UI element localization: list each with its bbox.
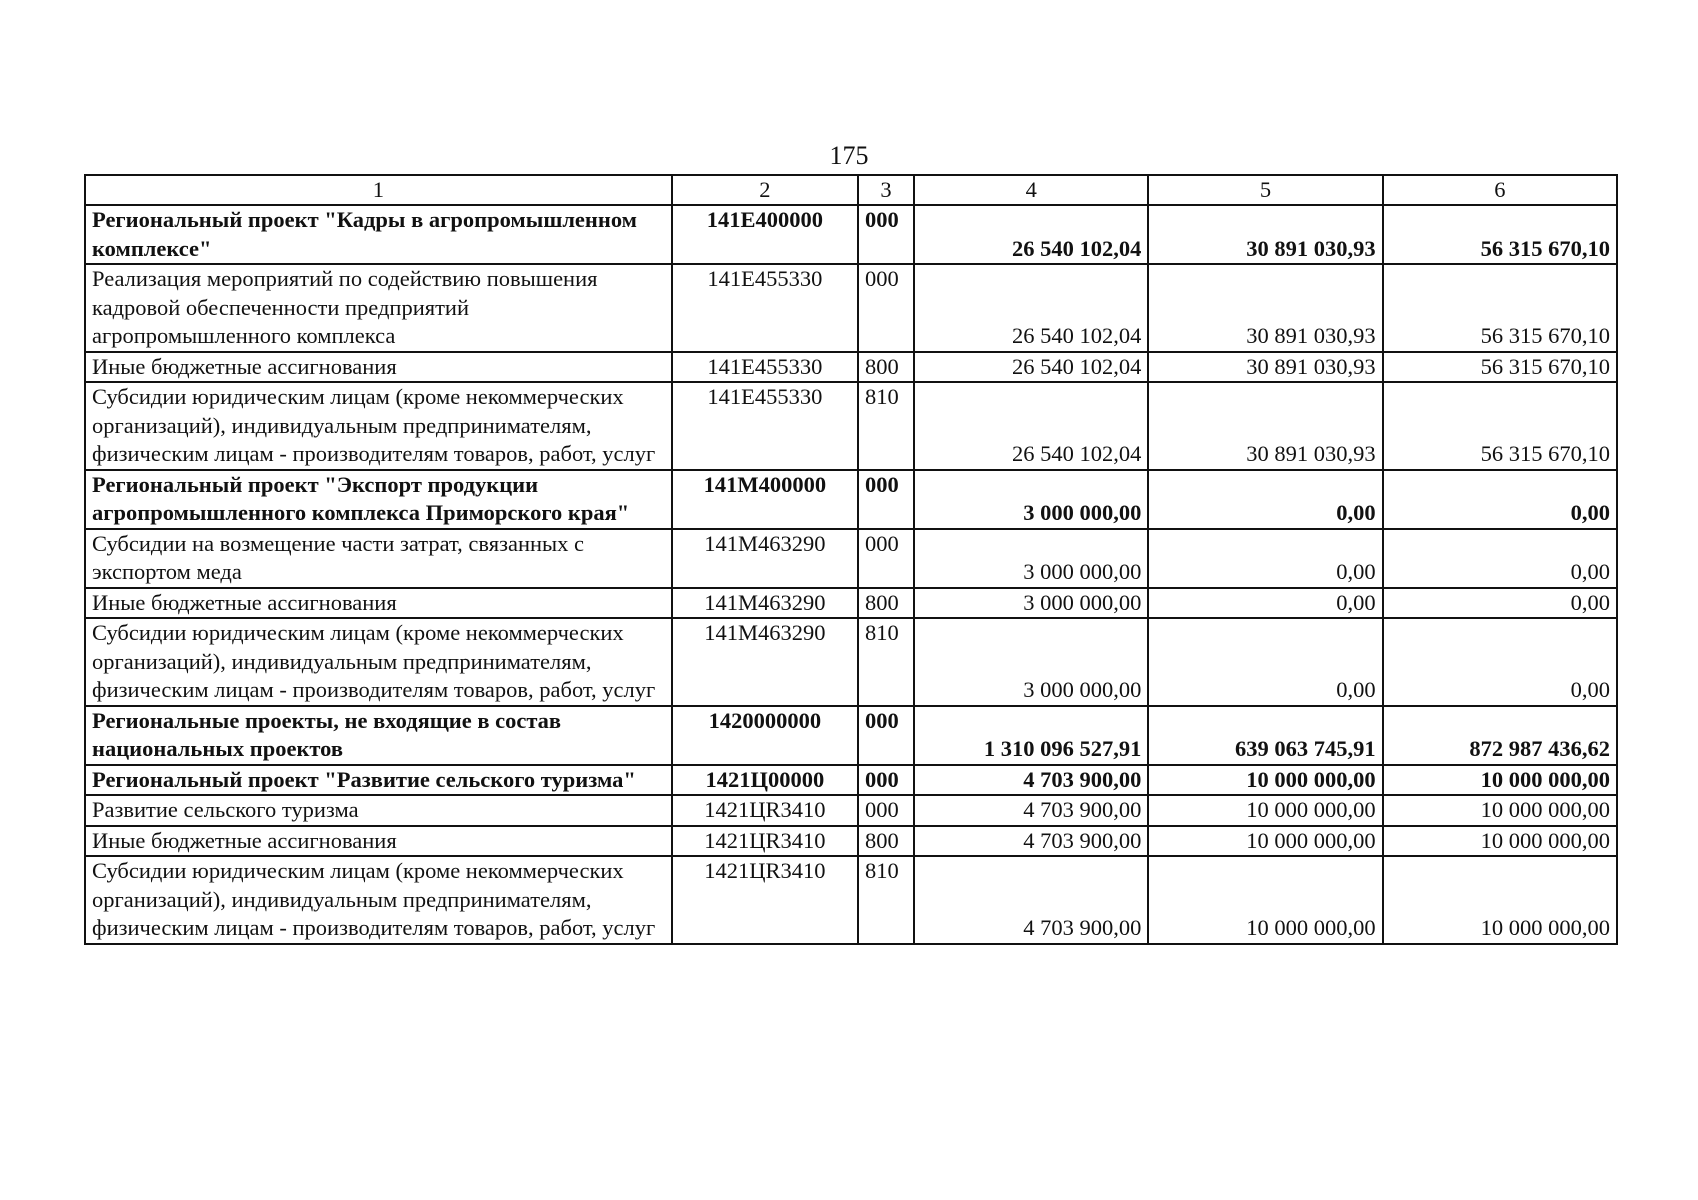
row-col5-amount: 10 000 000,00 — [1148, 795, 1382, 826]
row-kvr-cell: 000 — [858, 264, 914, 352]
row-col4-amount: 4 703 900,00 — [914, 795, 1148, 826]
column-header: 3 — [858, 175, 914, 205]
row-col5-amount: 10 000 000,00 — [1148, 856, 1382, 944]
row-code-cell: 141Е455330 — [672, 352, 858, 383]
row-col4-amount: 4 703 900,00 — [914, 765, 1148, 796]
row-col5-amount: 30 891 030,93 — [1148, 205, 1382, 264]
column-header: 2 — [672, 175, 858, 205]
row-code-cell: 141Е455330 — [672, 382, 858, 470]
row-name-cell: Субсидии на возмещение части затрат, связанных с экспортом меда — [85, 529, 672, 588]
column-header: 4 — [914, 175, 1148, 205]
table-row — [85, 795, 1617, 826]
row-col6-amount: 56 315 670,10 — [1383, 264, 1617, 352]
row-col6-amount: 0,00 — [1383, 470, 1617, 529]
row-code-cell: 1421ЦR3410 — [672, 795, 858, 826]
row-col6-amount: 10 000 000,00 — [1383, 856, 1617, 944]
row-code-cell: 1421ЦR3410 — [672, 826, 858, 857]
row-name-cell: Иные бюджетные ассигнования — [85, 352, 672, 383]
row-code-cell: 141М463290 — [672, 618, 858, 706]
table-row — [85, 765, 1617, 796]
row-kvr-cell: 000 — [858, 765, 914, 796]
row-kvr-cell: 000 — [858, 205, 914, 264]
row-name-cell: Региональный проект "Развитие сельского туризма" — [85, 765, 672, 796]
row-name-cell: Субсидии юридическим лицам (кроме некоммерческих организаций), индивидуальным предпринимателям, физическим лицам - производителям товаров, работ, услуг — [85, 382, 672, 470]
column-header: 5 — [1148, 175, 1382, 205]
row-col4-amount: 4 703 900,00 — [914, 856, 1148, 944]
row-col4-amount: 26 540 102,04 — [914, 205, 1148, 264]
column-header: 1 — [85, 175, 672, 205]
row-col4-amount: 26 540 102,04 — [914, 352, 1148, 383]
row-name-cell: Региональный проект "Экспорт продукции агропромышленного комплекса Приморского края" — [85, 470, 672, 529]
row-col5-amount: 30 891 030,93 — [1148, 352, 1382, 383]
row-kvr-cell: 810 — [858, 856, 914, 944]
row-col6-amount: 0,00 — [1383, 529, 1617, 588]
row-kvr-cell: 000 — [858, 529, 914, 588]
row-col6-amount: 56 315 670,10 — [1383, 382, 1617, 470]
row-col4-amount: 3 000 000,00 — [914, 470, 1148, 529]
table-row — [85, 264, 1617, 352]
row-col4-amount: 26 540 102,04 — [914, 264, 1148, 352]
row-col4-amount: 1 310 096 527,91 — [914, 706, 1148, 765]
row-kvr-cell: 000 — [858, 706, 914, 765]
row-name-cell: Региональный проект "Кадры в агропромышленном комплексе" — [85, 205, 672, 264]
table-row — [85, 706, 1617, 765]
row-code-cell: 141М400000 — [672, 470, 858, 529]
row-col6-amount: 56 315 670,10 — [1383, 205, 1617, 264]
row-col4-amount: 3 000 000,00 — [914, 529, 1148, 588]
row-code-cell: 1421ЦR3410 — [672, 856, 858, 944]
row-name-cell: Иные бюджетные ассигнования — [85, 588, 672, 619]
row-code-cell: 1420000000 — [672, 706, 858, 765]
row-col5-amount: 0,00 — [1148, 529, 1382, 588]
page-number: 175 — [829, 141, 869, 170]
row-kvr-cell: 800 — [858, 352, 914, 383]
row-col4-amount: 26 540 102,04 — [914, 382, 1148, 470]
row-col6-amount: 0,00 — [1383, 588, 1617, 619]
row-col6-amount: 0,00 — [1383, 618, 1617, 706]
header-row — [85, 175, 1617, 205]
row-col6-amount: 10 000 000,00 — [1383, 765, 1617, 796]
table-row — [85, 826, 1617, 857]
row-col4-amount: 4 703 900,00 — [914, 826, 1148, 857]
table-row — [85, 205, 1617, 264]
row-code-cell: 1421Ц00000 — [672, 765, 858, 796]
row-kvr-cell: 810 — [858, 618, 914, 706]
row-code-cell: 141М463290 — [672, 529, 858, 588]
row-kvr-cell: 000 — [858, 795, 914, 826]
table-row — [85, 856, 1617, 944]
row-name-cell: Субсидии юридическим лицам (кроме некоммерческих организаций), индивидуальным предпринимателям, физическим лицам - производителям товаров, работ, услуг — [85, 856, 672, 944]
table-body — [85, 205, 1617, 944]
table-row — [85, 470, 1617, 529]
row-name-cell: Развитие сельского туризма — [85, 795, 672, 826]
table-row — [85, 588, 1617, 619]
budget-table — [84, 174, 1618, 945]
row-col5-amount: 10 000 000,00 — [1148, 765, 1382, 796]
table-row — [85, 382, 1617, 470]
row-col4-amount: 3 000 000,00 — [914, 588, 1148, 619]
row-kvr-cell: 800 — [858, 826, 914, 857]
table-row — [85, 618, 1617, 706]
row-code-cell: 141Е455330 — [672, 264, 858, 352]
row-col6-amount: 10 000 000,00 — [1383, 795, 1617, 826]
row-col6-amount: 872 987 436,62 — [1383, 706, 1617, 765]
column-header: 6 — [1383, 175, 1617, 205]
table-row — [85, 529, 1617, 588]
row-name-cell: Субсидии юридическим лицам (кроме некоммерческих организаций), индивидуальным предпринимателям, физическим лицам - производителям товаров, работ, услуг — [85, 618, 672, 706]
row-col5-amount: 0,00 — [1148, 470, 1382, 529]
row-col5-amount: 30 891 030,93 — [1148, 382, 1382, 470]
row-col5-amount: 639 063 745,91 — [1148, 706, 1382, 765]
row-kvr-cell: 000 — [858, 470, 914, 529]
table-row — [85, 352, 1617, 383]
row-code-cell: 141М463290 — [672, 588, 858, 619]
row-kvr-cell: 810 — [858, 382, 914, 470]
row-col5-amount: 10 000 000,00 — [1148, 826, 1382, 857]
row-name-cell: Региональные проекты, не входящие в состав национальных проектов — [85, 706, 672, 765]
row-col6-amount: 56 315 670,10 — [1383, 352, 1617, 383]
row-name-cell: Иные бюджетные ассигнования — [85, 826, 672, 857]
row-col5-amount: 0,00 — [1148, 618, 1382, 706]
row-kvr-cell: 800 — [858, 588, 914, 619]
row-col4-amount: 3 000 000,00 — [914, 618, 1148, 706]
row-code-cell: 141Е400000 — [672, 205, 858, 264]
row-name-cell: Реализация мероприятий по содействию повышения кадровой обеспеченности предприятий агропромышленного комплекса — [85, 264, 672, 352]
row-col5-amount: 30 891 030,93 — [1148, 264, 1382, 352]
row-col6-amount: 10 000 000,00 — [1383, 826, 1617, 857]
row-col5-amount: 0,00 — [1148, 588, 1382, 619]
